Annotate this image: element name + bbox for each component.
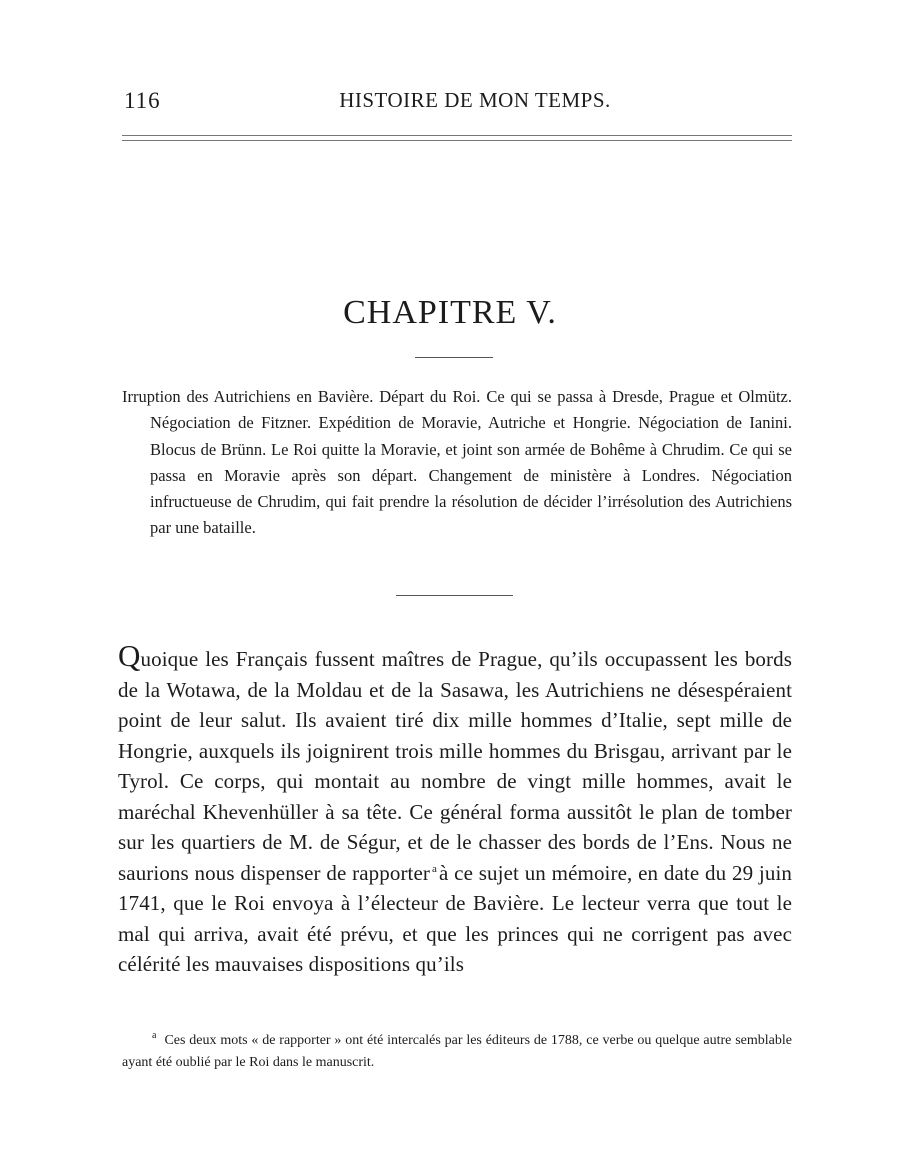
footnote-marker: a — [152, 1030, 157, 1042]
chapter-summary: Irruption des Autrichiens en Bavière. Départ du Roi. Ce qui se passa à Dresde, Prague et Olmütz. Négociation de Fitzner. Expédition de Moravie, Autriche et Hongrie. Négociation de Ianini. Blocus de Brünn. Le Roi quitte la Moravie, et joint son armée de Bohême à Chrudim. Ce qui se passa en Moravie après son départ. Changement de ministère à Londres. Négociation infructueuse de Chrudim, qui fait prendre la résolution de décider l’irrésolution des Autrichiens par une bataille. — [122, 387, 792, 538]
running-title: HISTOIRE DE MON TEMPS. — [339, 88, 611, 112]
header-double-rule — [122, 135, 792, 141]
footnote — [122, 1030, 792, 1074]
summary-rule — [396, 595, 513, 596]
title-rule — [415, 357, 493, 358]
chapter-title: CHAPITRE V. — [343, 294, 557, 331]
footnote-reference: a — [432, 862, 437, 875]
page-number: 116 — [124, 88, 161, 113]
page-header — [122, 88, 792, 118]
body-paragraph — [118, 638, 793, 980]
body-text-part2: à ce sujet un mémoire, en date du 29 juin 1741, que le Roi envoya à l’électeur de Bavière. Le lecteur verra que tout le mal qui arriva, avait été prévu, et que les princes qui ne corrigent pas avec célérité les mauvaises dispositions qu’ils — [118, 860, 793, 976]
body-text-part1: uoique les Français fussent maîtres de Prague, qu’ils occupassent les bords de la Wotawa, de la Moldau et de la Sasawa, les Autrichiens ne désespéraient point de leur salut. Ils avaient tiré dix mille hommes d’Italie, sept mille de Hongrie, auxquels ils joignirent trois mille hommes du Brisgau, arrivant par le Tyrol. Ce corps, qui montait au nombre de vingt mille hommes, avait le maréchal Khevenhüller à sa tête. Ce général forma aussitôt le plan de tomber sur les quartiers de M. de Ségur, et de le chasser des bords de l’Ens. Nous ne saurions nous dispenser de rapporter — [118, 647, 792, 885]
footnote-text: Ces deux mots « de rapporter » ont été intercalés par les éditeurs de 1788, ce verbe ou quelque autre semblable ayant été oublié par le Roi dans le manuscrit. — [122, 1033, 792, 1070]
drop-letter: Q — [118, 638, 141, 673]
